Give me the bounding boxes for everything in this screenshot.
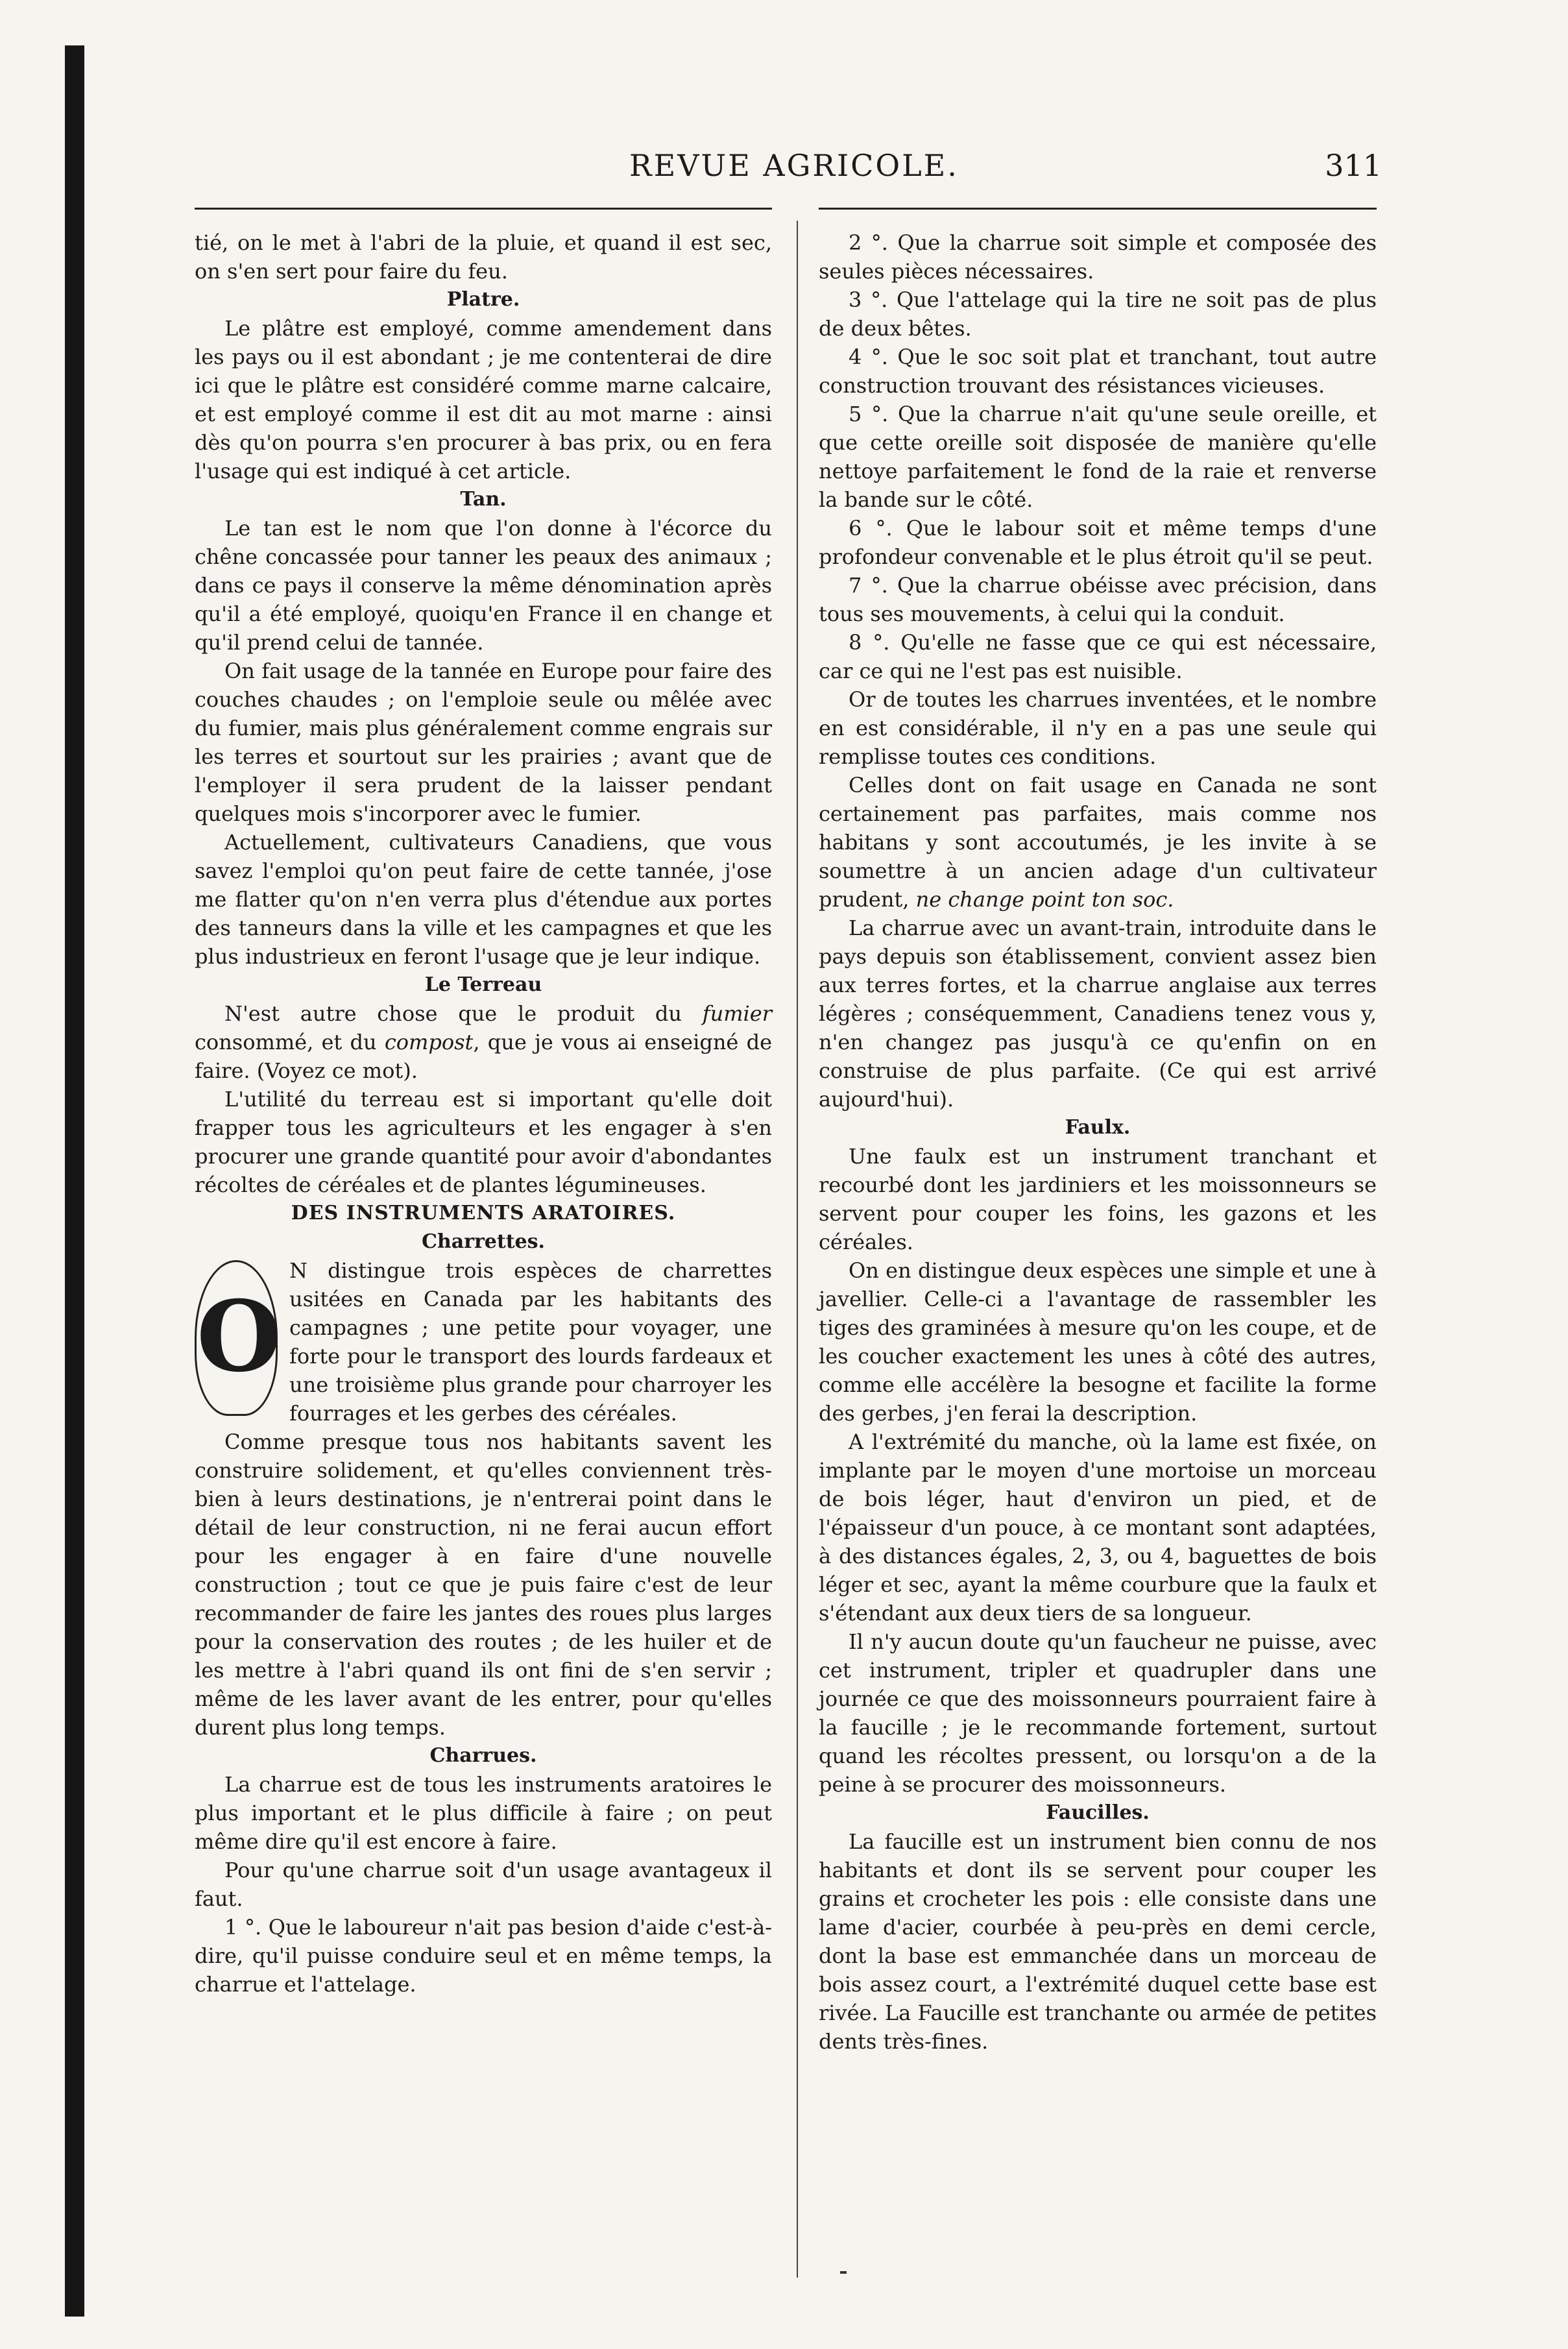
running-title: REVUE AGRICOLE. <box>629 148 959 183</box>
paragraph: Or de toutes les charrues inventées, et le nombre en est considérable, il n'y en a pas une seule qui remplisse toutes ces conditions. <box>819 687 1377 769</box>
section-heading-tan: Tan. <box>460 488 507 511</box>
paragraph: 6 °. Que le labour soit et même temps d'une profondeur convenable et le plus étroit qu'il se peut. <box>819 516 1377 569</box>
italic-term-compost: compost <box>384 1030 474 1054</box>
left-column <box>195 228 772 1999</box>
ornamental-dropcap: O <box>195 1260 278 1416</box>
dropcap-paragraph <box>195 1256 772 1428</box>
paragraph: Le plâtre est employé, comme amendement dans les pays ou il est abondant ; je me contenterai de dire ici que le plâtre est considéré comme marne calcaire, et est employé comme il est dit au mot marne : ainsi dès qu'on pourra s'en procurer à bas prix, ou en fera l'usage qui est indiqué à cet article. <box>195 316 772 483</box>
paragraph: 8 °. Qu'elle ne fasse que ce qui est nécessaire, car ce qui ne l'est pas est nuisible. <box>819 630 1377 683</box>
header-rule-right <box>819 208 1377 210</box>
paragraph: Actuellement, cultivateurs Canadiens, que vous savez l'emploi qu'on peut faire de cette tannée, j'ose me flatter qu'on n'en verra plus d'étendue aux portes des tanneurs dans la ville et les campagnes et que les plus industrieux en feront l'usage que je leur indique. <box>195 830 772 969</box>
paragraph: On en distingue deux espèces une simple et une à javellier. Celle-ci a l'avantage de rassembler les tiges des graminées à mesure qu'on les coupe, et de les coucher exactement les unes à côté des autres, comme elle accélère la besogne et facilite la forme des gerbes, j'en ferai la description. <box>819 1258 1377 1426</box>
paragraph: 2 °. Que la charrue soit simple et composée des seules pièces nécessaires. <box>819 230 1377 284</box>
column-divider <box>797 221 798 2278</box>
paragraph: 7 °. Que la charrue obéisse avec précision, dans tous ses mouvements, à celui qui la conduit. <box>819 573 1377 626</box>
right-column <box>819 228 1377 2056</box>
paragraph: La charrue est de tous les instruments aratoires le plus important et le plus difficile à faire ; on peut même dire qu'il est encore à faire. <box>195 1772 772 1854</box>
page-header <box>188 148 1382 200</box>
book-spine-edge <box>65 45 84 2317</box>
text-run: , que je vous ai enseigné de faire. (Voyez ce mot). <box>195 1030 773 1083</box>
paragraph: L'utilité du terreau est si important qu'elle doit frapper tous les agriculteurs et les engager à s'en procurer une grande quantité pour avoir d'abondantes récoltes de céréales et de plantes légumineuses. <box>195 1087 772 1197</box>
text-run: consommé, et du <box>195 1030 385 1054</box>
section-heading-charrettes: Charrettes. <box>422 1230 545 1253</box>
paragraph: N distingue trois espèces de charrettes usitées en Canada par les habitants des campagnes ; une petite pour voyager, une forte pour le transport des lourds fardeaux et une troisième plus grande pour charroyer les fourrages et les gerbes des céréales. <box>289 1258 772 1426</box>
section-heading-platre: Platre. <box>446 288 520 311</box>
paragraph: 1 °. Que le laboureur n'ait pas besion d'aide c'est-à-dire, qu'il puisse conduire seul et en même temps, la charrue et l'attelage. <box>195 1915 772 1997</box>
paragraph: La charrue avec un avant-train, introduite dans le pays depuis son établissement, convient assez bien aux terres fortes, et la charrue anglaise aux terres légères ; conséquemment, Canadiens tenez vous y, n'en changez pas jusqu'à ce qu'enfin on en construise de plus parfaite. (Ce qui est arrivé aujourd'hui). <box>819 916 1377 1112</box>
paragraph: Il n'y aucun doute qu'un faucheur ne puisse, avec cet instrument, tripler et quadrupler dans une journée ce que des moissonneurs pourraient faire à la faucille ; je le recommande fortement, surtout quand les récoltes pressent, ou lorsqu'on a de la peine à se procurer des moissonneurs. <box>819 1629 1377 1797</box>
paragraph <box>819 771 1377 914</box>
print-mark <box>840 2271 847 2274</box>
section-heading-terreau: Le Terreau <box>424 973 542 996</box>
paragraph: La faucille est un instrument bien connu de nos habitants et dont ils se servent pour couper les grains et crocheter les pois : elle consiste dans une lame d'acier, courbée à peu-près en demi cercle, dont la base est emmanchée dans un morceau de bois assez court, a l'extrémité duquel cette base est rivée. La Faucille est tranchante ou armée de petites dents très-fines. <box>819 1829 1377 2054</box>
italic-adage: ne change point ton soc. <box>915 887 1174 912</box>
text-run: Celles dont on fait usage en Canada ne sont certainement pas parfaites, mais comme nos habitans y sont accoutumés, je les invite à se soumettre à un ancien adage d'un cultivateur prudent, <box>819 773 1377 912</box>
paragraph: 4 °. Que le soc soit plat et tranchant, tout autre construction trouvant des résistances vicieuses. <box>819 345 1377 398</box>
paragraph <box>195 999 772 1085</box>
section-heading-charrues: Charrues. <box>429 1744 537 1767</box>
paragraph: On fait usage de la tannée en Europe pour faire des couches chaudes ; on l'emploie seule ou mêlée avec du fumier, mais plus généralement comme engrais sur les terres et sourtout sur les prairies ; avant que de l'employer il sera prudent de la laisser pendant quelques mois s'incorporer avec le fumier. <box>195 659 772 826</box>
paragraph: Une faulx est un instrument tranchant et recourbé dont les jardiniers et les moissonneurs se servent pour couper les foins, les gazons et les céréales. <box>819 1144 1377 1254</box>
paragraph: tié, on le met à l'abri de la pluie, et quand il est sec, on s'en sert pour faire du feu. <box>195 230 772 284</box>
paragraph: 3 °. Que l'attelage qui la tire ne soit pas de plus de deux bêtes. <box>819 287 1377 341</box>
paragraph: 5 °. Que la charrue n'ait qu'une seule oreille, et que cette oreille soit disposée de manière qu'elle nettoye parfaitement le fond de la raie et renverse la bande sur le côté. <box>819 402 1377 512</box>
paragraph: Pour qu'une charrue soit d'un usage avantageux il faut. <box>195 1858 772 1911</box>
paragraph: Le tan est le nom que l'on donne à l'écorce du chêne concassée pour tanner les peaux des animaux ; dans ce pays il conserve la même dénomination après qu'il a été employé, quoiqu'en France il en change et qu'il prend celui de tannée. <box>195 516 772 655</box>
section-heading-faulx: Faulx. <box>1065 1116 1131 1139</box>
header-rule-left <box>195 208 772 210</box>
chapter-heading-instruments: DES INSTRUMENTS ARATOIRES. <box>291 1202 676 1224</box>
paragraph: A l'extrémité du manche, où la lame est fixée, on implante par le moyen d'une mortoise un morceau de bois léger, haut d'environ un pied, et de l'épaisseur d'un pouce, à ce montant sont adaptées, à des distances égales, 2, 3, ou 4, baguettes de bois léger et sec, ayant la même courbure que la faulx et s'étendant aux deux tiers de sa longueur. <box>819 1430 1377 1625</box>
italic-term-fumier: fumier <box>702 1001 772 1026</box>
text-run: N'est autre chose que le produit du <box>224 1001 703 1026</box>
page-number: 311 <box>1325 148 1382 183</box>
section-heading-faucilles: Faucilles. <box>1046 1801 1150 1824</box>
paragraph: Comme presque tous nos habitants savent les construire solidement, et qu'elles conviennent très-bien à leurs destinations, je n'entrerai point dans le détail de leur construction, ni ne ferai aucun effort pour les engager à en faire d'une nouvelle construction ; tout ce que je puis faire c'est de leur recommander de faire les jantes des roues plus larges pour la conservation des routes ; de les huiler et de les mettre à l'abri quand ils ont fini de s'en servir ; même de les laver avant de les entrer, pour qu'elles durent plus long temps. <box>195 1430 772 1740</box>
